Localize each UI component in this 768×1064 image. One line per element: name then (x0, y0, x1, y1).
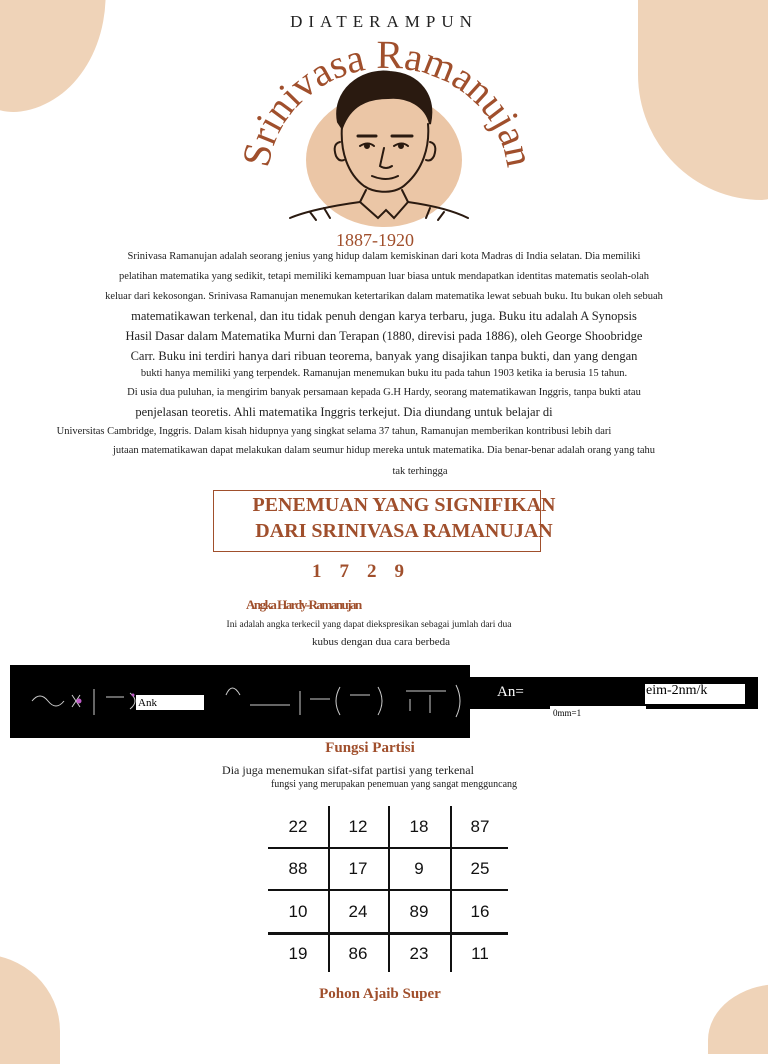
hardy-description-line-2: kubus dengan dua cara berbeda (311, 636, 451, 648)
magic-square-cell: 88 (288, 859, 308, 878)
bio-line: bukti hanya memiliki yang terpendek. Ramanujan menemukan buku itu pada tahun 1903 ketika ia berusia 15 tahun. (140, 368, 628, 379)
bio-line: Srinivasa Ramanujan adalah seorang jenius yang hidup dalam kemiskinan dari kota Madras di India selatan. Dia memiliki (127, 251, 641, 262)
magic-square-cell: 23 (409, 944, 429, 963)
magic-square-cell: 9 (414, 859, 424, 878)
formula-an-label: An= (497, 684, 524, 700)
hardy-ramanujan-number: 1729 (312, 561, 422, 582)
bio-line: penjelasan teoretis. Ahli matematika Inggris terkejut. Dia diundang untuk belajar di (135, 405, 553, 419)
magic-square-cell: 11 (471, 944, 489, 963)
bio-line: matematikawan terkenal, dan itu tidak penuh dengan karya terbaru, juga. Buku itu adalah A Synopsis (131, 309, 637, 323)
corner-blob-bottom-left (0, 954, 60, 1064)
bio-line: Hasil Dasar dalam Matematika Murni dan Terapan (1880, direvisi pada 1886), oleh George Shoobridge (125, 329, 643, 343)
bio-line: Universitas Cambridge, Inggris. Dalam kisah hidupnya yang singkat selama 37 tahun, Ramanujan memberikan kontribusi lebih dari (56, 426, 612, 437)
partition-function-title: Fungsi Partisi (325, 740, 415, 756)
bio-line: jutaan matematikawan dapat melakukan dalam seumur hidup mereka untuk matematika. Dia benar-benar adalah orang yang tahu (112, 445, 656, 456)
formula-ank-label: Ank (138, 697, 157, 709)
magic-square-cell: 24 (348, 902, 368, 921)
life-years: 1887-1920 (336, 230, 414, 250)
magic-square-caption: Pohon Ajaib Super (319, 986, 441, 1002)
section-title-line-1: PENEMUAN YANG SIGNIFIKAN (252, 494, 556, 516)
magic-square-cell: 22 (288, 817, 308, 836)
bio-line: pelatihan matematika yang sedikit, tetapi memiliki kemampuan luar biasa untuk mendapatkan identitas matematis seolah-olah (118, 271, 650, 282)
magic-square-cell: 17 (348, 859, 368, 878)
magic-square-cell: 19 (288, 944, 308, 963)
formula-image-strip (10, 665, 470, 738)
bio-line: Di usia dua puluhan, ia mengirim banyak persamaan kepada G.H Hardy, seorang matematikawan Inggris, tanpa bukti atau (127, 387, 641, 398)
magic-square-cell: 12 (348, 817, 368, 836)
hardy-ramanujan-label: Angka Hardy-Ramanujan (246, 597, 361, 612)
bio-line: Carr. Buku ini terdiri hanya dari ribuan teorema, banyak yang disajikan tanpa bukti, dan yang dengan (130, 349, 638, 363)
svg-text:Srinivasa Ramanujan: Srinivasa Ramanujan (232, 31, 544, 171)
magic-square-cell: 16 (470, 902, 490, 921)
formula-exponent-label: eim-2nm/k (646, 683, 708, 698)
magic-square-cell: 18 (409, 817, 429, 836)
magic-square-cell: 89 (409, 902, 429, 921)
bio-line-end: tak terhingga (392, 466, 448, 477)
partition-description-line-1: Dia juga menemukan sifat-sifat partisi yang terkenal (222, 763, 474, 777)
formula-glyphs (10, 665, 470, 738)
name-arc-title (228, 30, 548, 230)
formula-condition-label: 0mm=1 (553, 708, 582, 718)
hardy-description-line-1: Ini adalah angka terkecil yang dapat diekspresikan sebagai jumlah dari dua (226, 620, 512, 630)
magic-square-cell: 25 (470, 859, 490, 878)
magic-square-cell: 86 (348, 944, 368, 963)
partition-description-line-2: fungsi yang merupakan penemuan yang sangat mengguncang (270, 779, 518, 790)
magic-square-cell: 10 (288, 902, 308, 921)
top-heading: DIATERAMPUN (290, 12, 478, 31)
bio-line: keluar dari kekosongan. Srinivasa Ramanujan menemukan ketertarikan dalam matematika lewat sebuah buku. Itu bukan oleh sebuah (105, 291, 663, 302)
section-title-line-2: DARI SRINIVASA RAMANUJAN (255, 520, 553, 542)
magic-square-cell: 87 (470, 817, 490, 836)
